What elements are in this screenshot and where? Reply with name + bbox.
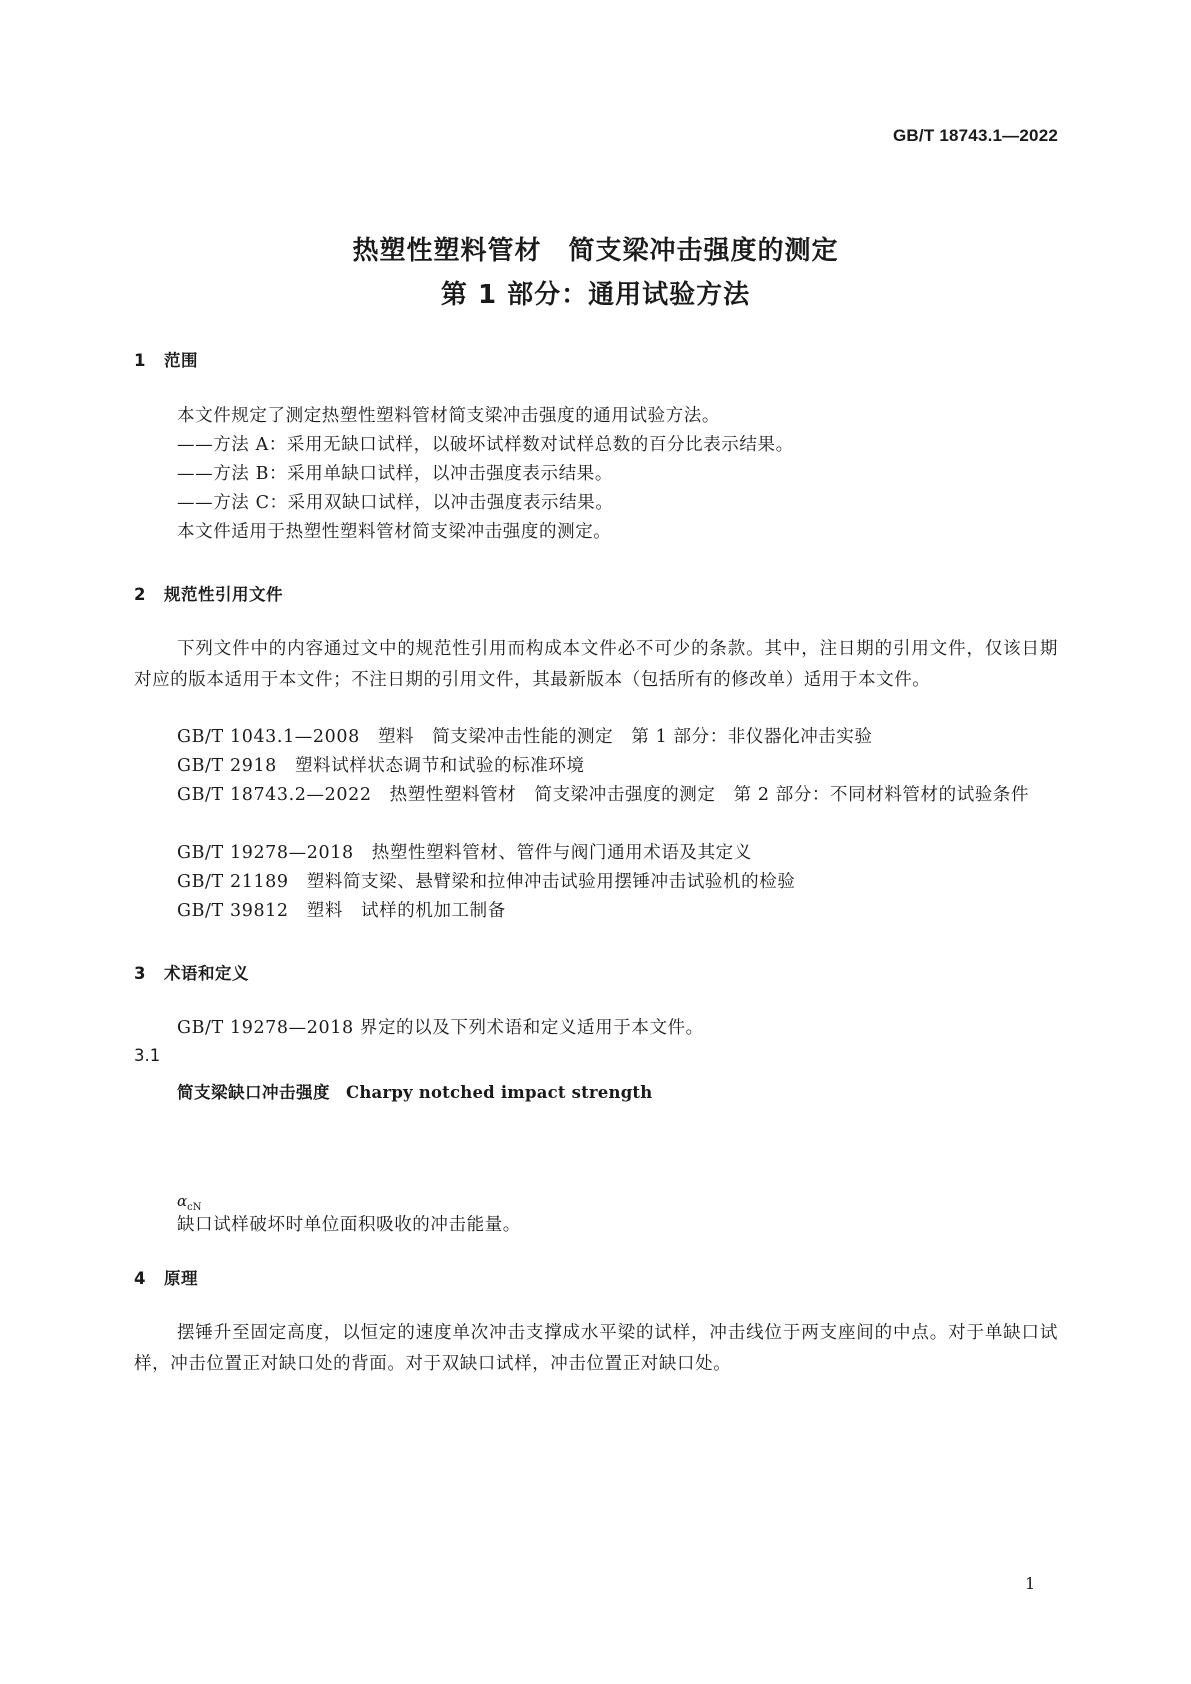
section-3-heading (134, 960, 249, 984)
section-1-heading (134, 347, 198, 371)
term-chinese: 简支梁缺口冲击强度 (177, 1083, 330, 1102)
document-title-line2: 第 1 部分：通用试验方法 (440, 280, 751, 310)
standard-number: GB/T 18743.1—2022 (893, 126, 1058, 145)
section-2-heading (134, 581, 283, 605)
terms-intro: GB/T 19278—2018 界定的以及下列术语和定义适用于本文件。 (177, 1018, 704, 1038)
reference-item: GB/T 19278—2018 热塑性塑料管材、管件与阀门通用术语及其定义 (177, 843, 752, 863)
scope-item-b: ——方法 B：采用单缺口试样，以冲击强度表示结果。 (177, 464, 613, 484)
section-number: 1 (134, 351, 146, 370)
reference-item: GB/T 1043.1—2008 塑料 简支梁冲击性能的测定 第 1 部分：非仪器化冲击实验 (177, 727, 873, 747)
symbol-base: α (177, 1192, 188, 1210)
section-title: 规范性引用文件 (164, 585, 283, 604)
term-title (177, 1079, 652, 1103)
principle-paragraph: 摆锤升至固定高度，以恒定的速度单次冲击支撑成水平梁的试样，冲击线位于两支座间的中点。对于单缺口试样，冲击位置正对缺口处的背面。对于双缺口试样，冲击位置正对缺口处。 (134, 1323, 1058, 1374)
section-number: 3 (134, 964, 146, 983)
scope-item-c: ——方法 C：采用双缺口试样，以冲击强度表示结果。 (177, 493, 614, 513)
document-title-line1: 热塑性塑料管材 简支梁冲击强度的测定 (352, 236, 839, 266)
section-title: 范围 (164, 351, 198, 370)
scope-paragraph: 本文件规定了测定热塑性塑料管材简支梁冲击强度的通用试验方法。 (177, 406, 720, 426)
section-4-heading (134, 1265, 198, 1289)
section-number: 2 (134, 585, 146, 604)
term-definition: 缺口试样破坏时单位面积吸收的冲击能量。 (177, 1215, 521, 1235)
section-number: 4 (134, 1269, 146, 1288)
section-title: 术语和定义 (164, 964, 249, 983)
reference-item: GB/T 2918 塑料试样状态调节和试验的标准环境 (177, 756, 585, 776)
scope-applicability: 本文件适用于热塑性塑料管材简支梁冲击强度的测定。 (177, 522, 612, 542)
reference-item: GB/T 18743.2—2022 热塑性塑料管材 简支梁冲击强度的测定 第 2 部分：不同材料管材的试验条件 (177, 785, 1030, 805)
normative-references-intro: 下列文件中的内容通过文中的规范性引用而构成本文件必不可少的条款。其中，注日期的引用文件，仅该日期对应的版本适用于本文件；不注日期的引用文件，其最新版本（包括所有的修改单）适用于本文件。 (134, 639, 1058, 690)
symbol-subscript: cN (187, 1202, 202, 1213)
section-title: 原理 (164, 1269, 198, 1288)
reference-item: GB/T 39812 塑料 试样的机加工制备 (177, 901, 506, 921)
term-number: 3.1 (134, 1046, 161, 1065)
page-number: 1 (1025, 1574, 1036, 1593)
term-english: Charpy notched impact strength (346, 1083, 653, 1102)
reference-item: GB/T 21189 塑料简支梁、悬臂梁和拉伸冲击试验用摆锤冲击试验机的检验 (177, 872, 796, 892)
scope-item-a: ——方法 A：采用无缺口试样，以破坏试样数对试样总数的百分比表示结果。 (177, 435, 794, 455)
